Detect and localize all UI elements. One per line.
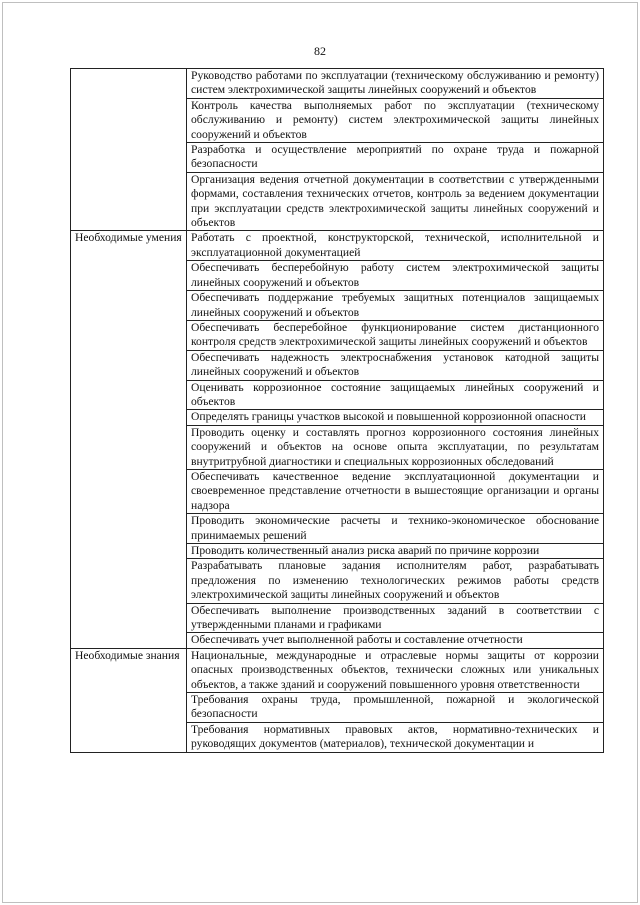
table-cell: Требования нормативных правовых актов, нормативно-технических и руководящих документов (материалов), технической документации и xyxy=(187,722,604,752)
table-cell: Контроль качества выполняемых работ по эксплуатации (техническому обслуживанию и ремонту) систем электрохимической защиты линейных сооружений и объектов xyxy=(187,98,604,142)
table-cell: Национальные, международные и отраслевые нормы защиты от коррозии опасных производственных объектов, технически сложных или уникальных объектов, а также зданий и сооружений повышенного уровня ответственности xyxy=(187,648,604,692)
table-cell: Проводить оценку и составлять прогноз коррозионного состояния линейных сооружений и объектов на основе опыта эксплуатации, по результатам внутритрубной диагностики и специальных коррозионных обследований xyxy=(187,425,604,469)
table-cell: Обеспечивать выполнение производственных заданий в соответствии с утвержденными планами и графиками xyxy=(187,603,604,633)
table-cell: Требования охраны труда, промышленной, пожарной и экологической безопасности xyxy=(187,693,604,723)
table-cell: Работать с проектной, конструкторской, технической, исполнительной и эксплуатационной документацией xyxy=(187,231,604,261)
section-label: Необходимые знания xyxy=(71,648,187,752)
table-cell: Определять границы участков высокой и повышенной коррозионной опасности xyxy=(187,410,604,425)
table-cell: Обеспечивать бесперебойную работу систем электрохимической защиты линейных сооружений и объектов xyxy=(187,261,604,291)
table-cell: Обеспечивать надежность электроснабжения установок катодной защиты линейных сооружений и объектов xyxy=(187,350,604,380)
table-cell: Обеспечивать бесперебойное функционирование систем дистанционного контроля средств электрохимической защиты линейных сооружений и объектов xyxy=(187,320,604,350)
table-row xyxy=(71,69,604,99)
table-cell: Обеспечивать поддержание требуемых защитных потенциалов защищаемых линейных сооружений и объектов xyxy=(187,291,604,321)
requirements-table xyxy=(70,68,604,753)
table-cell: Проводить экономические расчеты и технико-экономическое обоснование принимаемых решений xyxy=(187,514,604,544)
table-cell: Руководство работами по эксплуатации (техническому обслуживанию и ремонту) систем электрохимической защиты линейных сооружений и объектов xyxy=(187,69,604,99)
section-label xyxy=(71,69,187,231)
table-cell: Проводить количественный анализ риска аварий по причине коррозии xyxy=(187,544,604,559)
table-row xyxy=(71,231,604,261)
table-cell: Обеспечивать качественное ведение эксплуатационной документации и своевременное представление отчетности в вышестоящие организации и органы надзора xyxy=(187,469,604,513)
section-label: Необходимые умения xyxy=(71,231,187,648)
table-cell: Разработка и осуществление мероприятий по охране труда и пожарной безопасности xyxy=(187,143,604,173)
table-cell: Обеспечивать учет выполненной работы и составление отчетности xyxy=(187,633,604,648)
table-cell: Организация ведения отчетной документации в соответствии с утвержденными формами, составления технических отчетов, контроль за ведением документации при эксплуатации средств электрохимической защиты линейных сооружений и объектов xyxy=(187,172,604,231)
page-number: 82 xyxy=(314,44,326,58)
table-row xyxy=(71,648,604,692)
table-cell: Разрабатывать плановые задания исполнителям работ, разрабатывать предложения по изменению технологических режимов работы средств электрохимической защиты линейных сооружений и объектов xyxy=(187,559,604,603)
table-cell: Оценивать коррозионное состояние защищаемых линейных сооружений и объектов xyxy=(187,380,604,410)
